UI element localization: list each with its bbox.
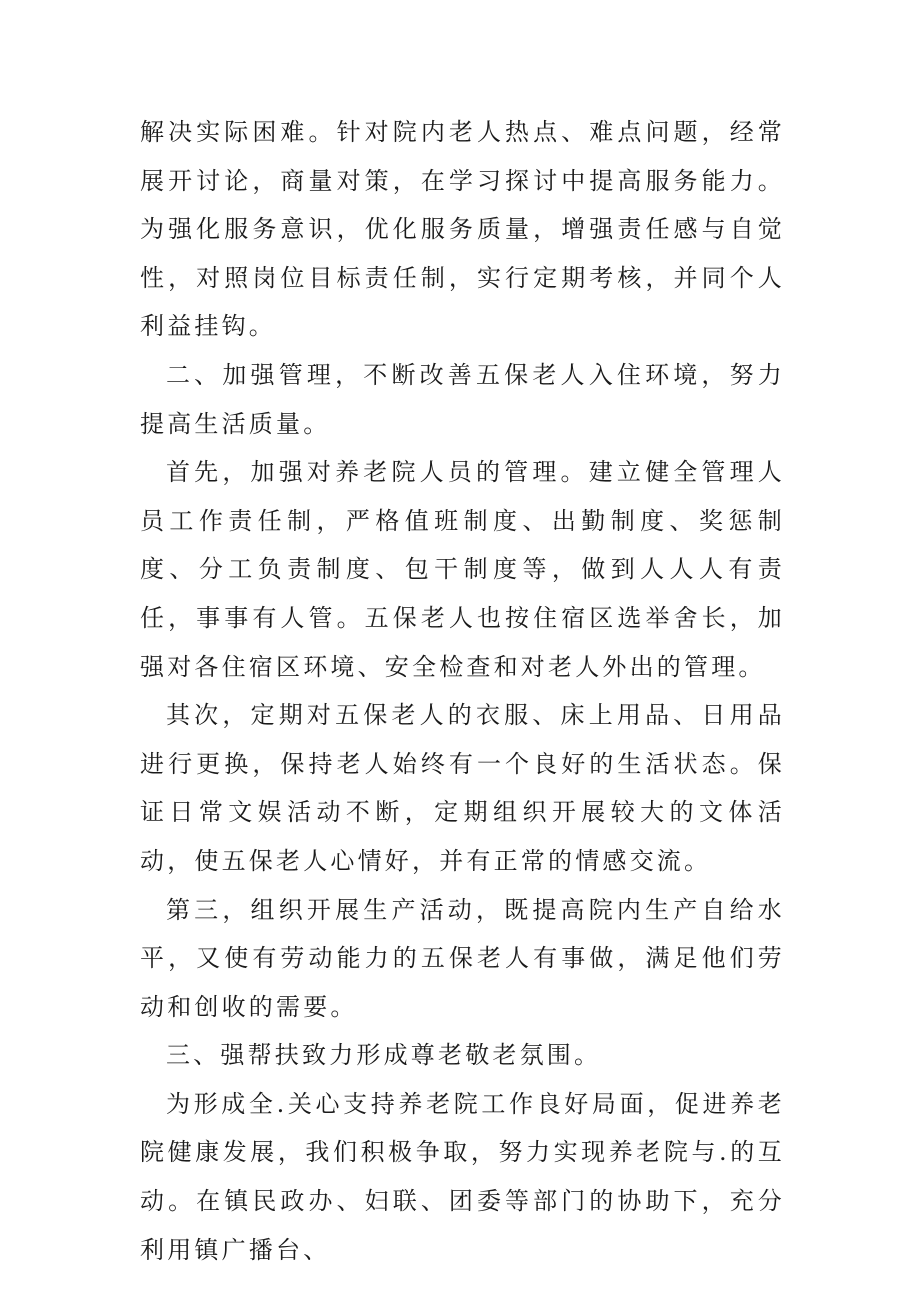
paragraph-1: 解决实际困难。针对院内老人热点、难点问题，经常展开讨论，商量对策，在学习探讨中提高服务能力。为强化服务意识，优化服务质量，增强责任感与自觉性，对照岗位目标责任制，实行定期考核，并同个人利益挂钩。	[140, 118, 785, 341]
paragraph-6: 三、强帮扶致力形成尊老敬老氛围。	[166, 1041, 602, 1070]
paragraph-7: 为形成全.关心支持养老院工作良好局面，促进养老院健康发展，我们积极争取，努力实现养老院与.的互动。在镇民政办、妇联、团委等部门的协助下，充分利用镇广播台、	[140, 1089, 785, 1264]
document-body	[140, 108, 785, 1274]
paragraph-4: 其次，定期对五保老人的衣服、床上用品、日用品进行更换，保持老人始终有一个良好的生活状态。保证日常文娱活动不断，定期组织开展较大的文体活动，使五保老人心情好，并有正常的情感交流。	[140, 701, 785, 875]
paragraph-5: 第三，组织开展生产活动，既提高院内生产自给水平，又使有劳动能力的五保老人有事做，满足他们劳动和创收的需要。	[140, 895, 785, 1021]
paragraph-2: 二、加强管理，不断改善五保老人入住环境，努力提高生活质量。	[140, 360, 785, 438]
paragraph-3: 首先，加强对养老院人员的管理。建立健全管理人员工作责任制，严格值班制度、出勤制度、奖惩制度、分工负责制度、包干制度等，做到人人人有责任，事事有人管。五保老人也按住宿区选举舍长，加强对各住宿区环境、安全检查和对老人外出的管理。	[140, 458, 785, 681]
